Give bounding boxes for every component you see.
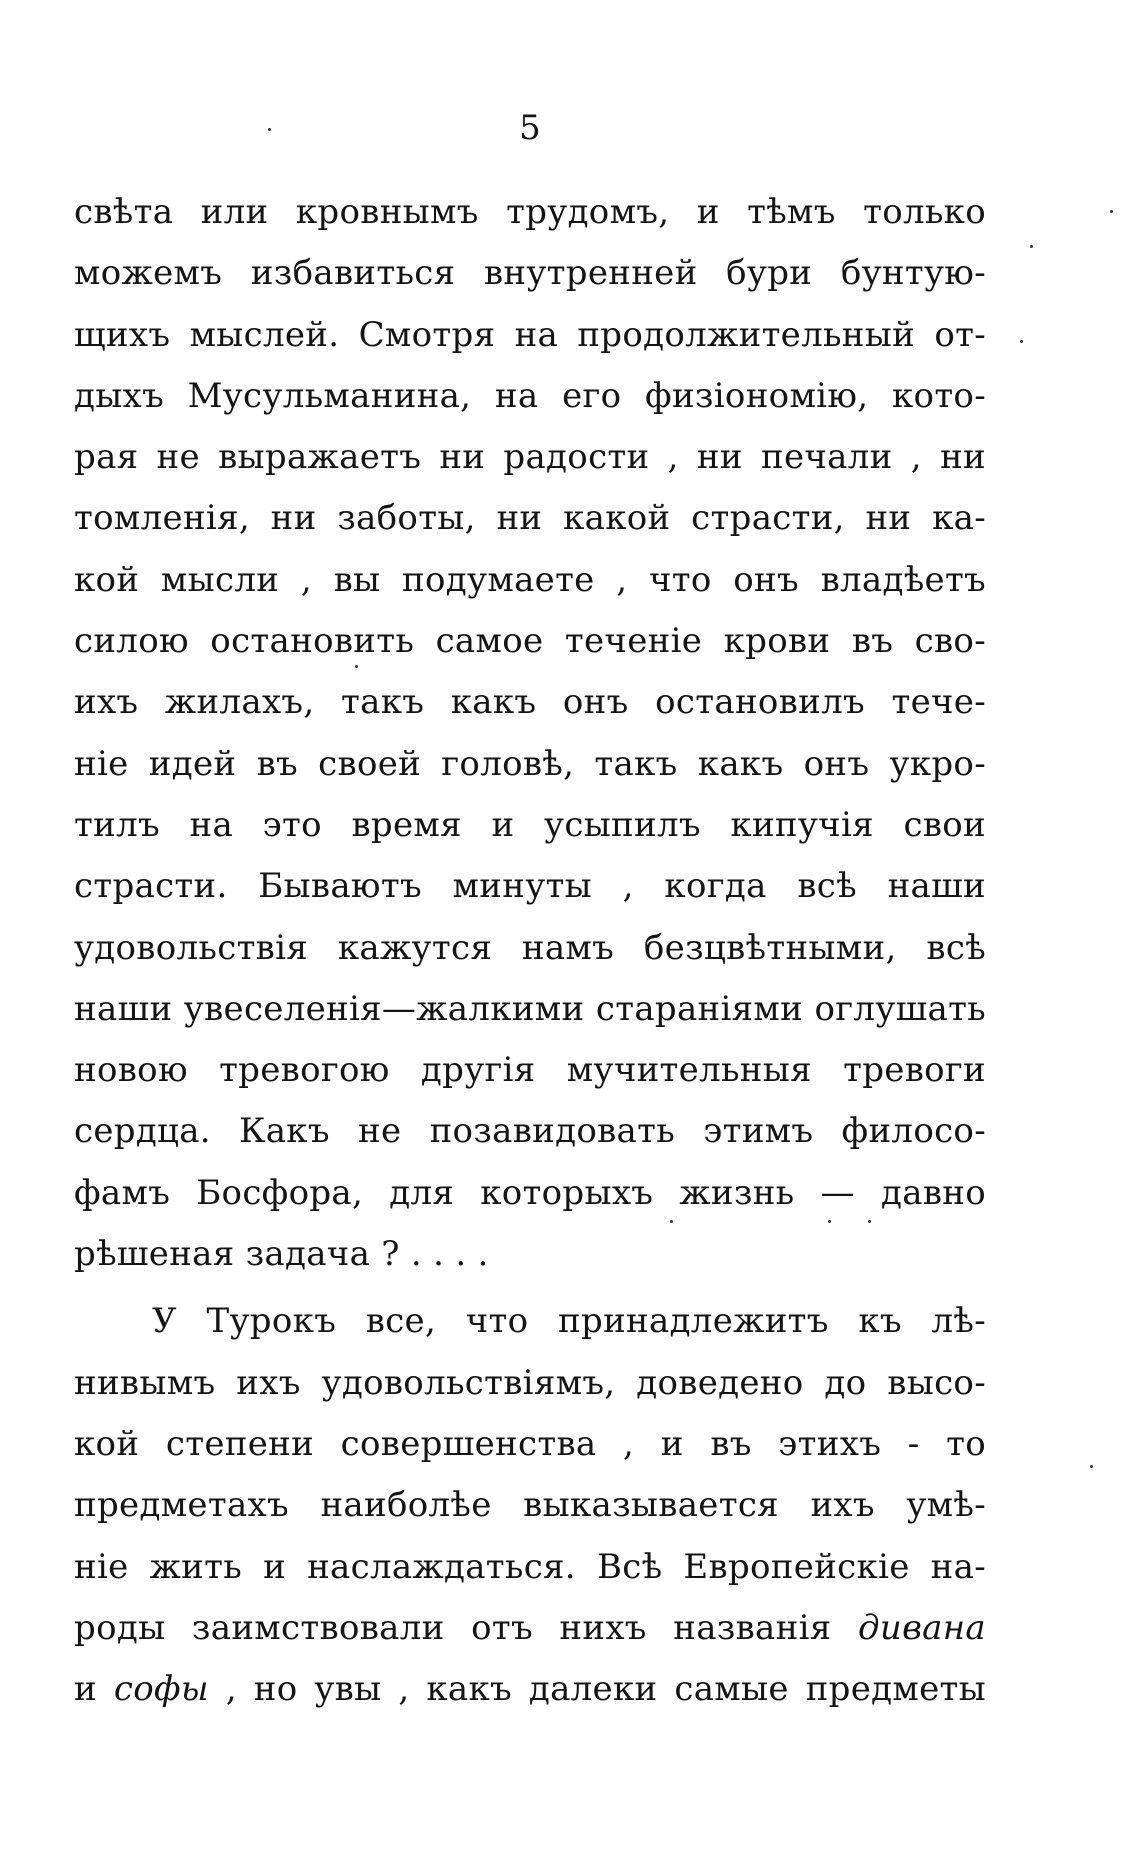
text-line: ніе жить и наслаждаться. Всѣ Европейскіе на- <box>74 1546 986 1587</box>
text-line: У Турокъ все, что принадлежитъ къ лѣ- <box>152 1301 986 1342</box>
text-line: нивымъ ихъ удовольствіямъ, доведено до высо- <box>74 1362 986 1403</box>
text-line: ніе идей въ своей головѣ, такъ какъ онъ укро- <box>74 743 986 784</box>
text-segment: роды заимствовали отъ нихъ названія <box>74 1607 832 1648</box>
print-speck <box>1030 245 1033 248</box>
text-line: свѣта или кровнымъ трудомъ, и тѣмъ только <box>74 192 986 232</box>
text-line: томленія, ни заботы, ни какой страсти, ни ка- <box>74 498 986 539</box>
print-speck <box>355 665 358 668</box>
paragraph-1 <box>74 182 986 1285</box>
print-speck <box>268 128 271 131</box>
text-line: щихъ мыслей. Смотря на продолжительный от- <box>74 314 986 355</box>
print-speck <box>670 1220 673 1223</box>
text-line: тилъ на это время и усыпилъ кипучія свои <box>74 804 986 845</box>
text-line: удовольствія кажутся намъ безцвѣтными, всѣ <box>74 927 986 968</box>
text-body <box>74 182 986 1720</box>
print-speck <box>1090 1465 1093 1468</box>
text-line: кой мысли , вы подумаете , что онъ владѣетъ <box>74 559 986 600</box>
print-speck <box>1110 210 1113 213</box>
text-line: рая не выражаетъ ни радости , ни печали , ни <box>74 437 986 478</box>
print-speck <box>828 1220 831 1223</box>
page-number: 5 <box>519 108 541 148</box>
text-line: силою остановить самое теченіе крови въ сво- <box>74 621 986 662</box>
text-segment: и <box>74 1669 97 1710</box>
paragraph-2 <box>74 1291 986 1720</box>
italic-word-divan: дивана <box>858 1607 986 1648</box>
italic-word-sofa: софы <box>113 1669 209 1710</box>
text-line: кой степени совершенства , и въ этихъ - то <box>74 1423 986 1464</box>
text-line: наши увеселенія—жалкими стараніями оглушать <box>74 988 986 1029</box>
text-line: предметахъ наиболѣе выказывается ихъ умѣ- <box>74 1485 986 1526</box>
text-line: страсти. Бываютъ минуты , когда всѣ наши <box>74 866 986 907</box>
text-line: рѣшеная задача ? . . . . <box>74 1234 489 1275</box>
text-line: дыхъ Мусульманина, на его физіономію, кото- <box>74 375 986 416</box>
text-line: ихъ жилахъ, такъ какъ онъ остановилъ тече- <box>74 682 986 723</box>
print-speck <box>868 1220 871 1223</box>
text-segment: , но увы , какъ далеки самые предметы <box>225 1669 986 1710</box>
text-line: сердца. Какъ не позавидовать этимъ филосо- <box>74 1111 986 1152</box>
text-line: можемъ избавиться внутренней бури бунтую- <box>74 253 986 294</box>
text-line: новою тревогою другія мучительныя тревоги <box>74 1050 986 1091</box>
text-line-mixed <box>74 1659 986 1720</box>
text-line-mixed <box>74 1598 986 1659</box>
text-line: фамъ Босфора, для которыхъ жизнь — давно <box>74 1172 986 1213</box>
print-speck <box>1020 340 1023 343</box>
